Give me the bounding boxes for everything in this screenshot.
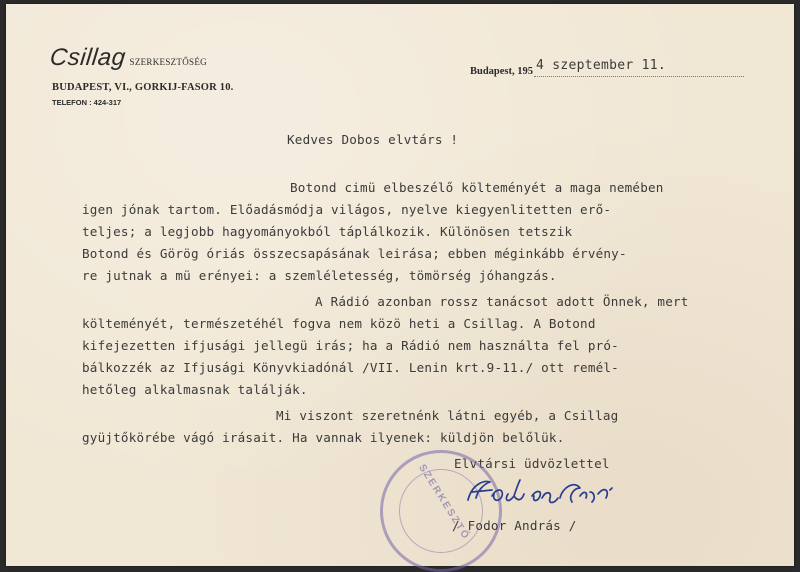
body-line: igen jónak tartom. Előadásmódja világos, nyelve kiegyenlitetten erő- bbox=[82, 202, 612, 217]
letterhead bbox=[50, 44, 207, 72]
date-printed: Budapest, 195 bbox=[470, 66, 534, 77]
letterhead-address: BUDAPEST, VI., GORKIJ-FASOR 10. bbox=[52, 82, 234, 93]
body-line: bálkozzék az Ifjusági Könyvkiadónál /VII. Lenin krt.9-11./ ott remél- bbox=[82, 360, 619, 375]
date-typed: 4 szeptember 11. bbox=[536, 58, 667, 73]
body-line: teljes; a legjobb hagyományokból táplálkozik. Különösen tetszik bbox=[82, 224, 573, 239]
handwritten-signature bbox=[462, 474, 642, 514]
body-line: kifejezetten ifjusági jellegü irás; ha a Rádió nem használta fel pró- bbox=[82, 338, 619, 353]
date-underline bbox=[534, 76, 744, 77]
salutation: Kedves Dobos elvtárs ! bbox=[287, 132, 459, 147]
body-line: Botond és Görög óriás összecsapásának leirása; ebben méginkább érvény- bbox=[82, 246, 627, 261]
body-line: hetőleg alkalmasnak találják. bbox=[82, 382, 308, 397]
body-line: Botond cimü elbeszélő költeményét a maga nemében bbox=[290, 180, 664, 195]
closing: Elvtársi üdvözlettel bbox=[454, 456, 610, 471]
body-line: gyüjtőkörébe vágó irásait. Ha vannak ilyenek: küldjön belőlük. bbox=[82, 430, 565, 445]
body-line: A Rádió azonban rossz tanácsot adott Önnek, mert bbox=[315, 294, 689, 309]
typed-signatory: / Fodor András / bbox=[452, 518, 577, 533]
letter-page bbox=[6, 4, 794, 566]
letterhead-phone: TELEFON : 424-317 bbox=[52, 98, 122, 107]
body-line: re jutnak a mü erényei: a szemléletesség, tömörség jóhangzás. bbox=[82, 268, 557, 283]
body-line: költeményét, természetéhél fogva nem közö heti a Csillag. A Botond bbox=[82, 316, 596, 331]
stamp-text: SZERKESZTŐ bbox=[416, 462, 472, 543]
body-line: Mi viszont szeretnénk látni egyéb, a Csillag bbox=[276, 408, 619, 423]
brand-name: Csillag bbox=[48, 44, 128, 71]
department-label: SZERKESZTŐSÉG bbox=[129, 57, 207, 67]
